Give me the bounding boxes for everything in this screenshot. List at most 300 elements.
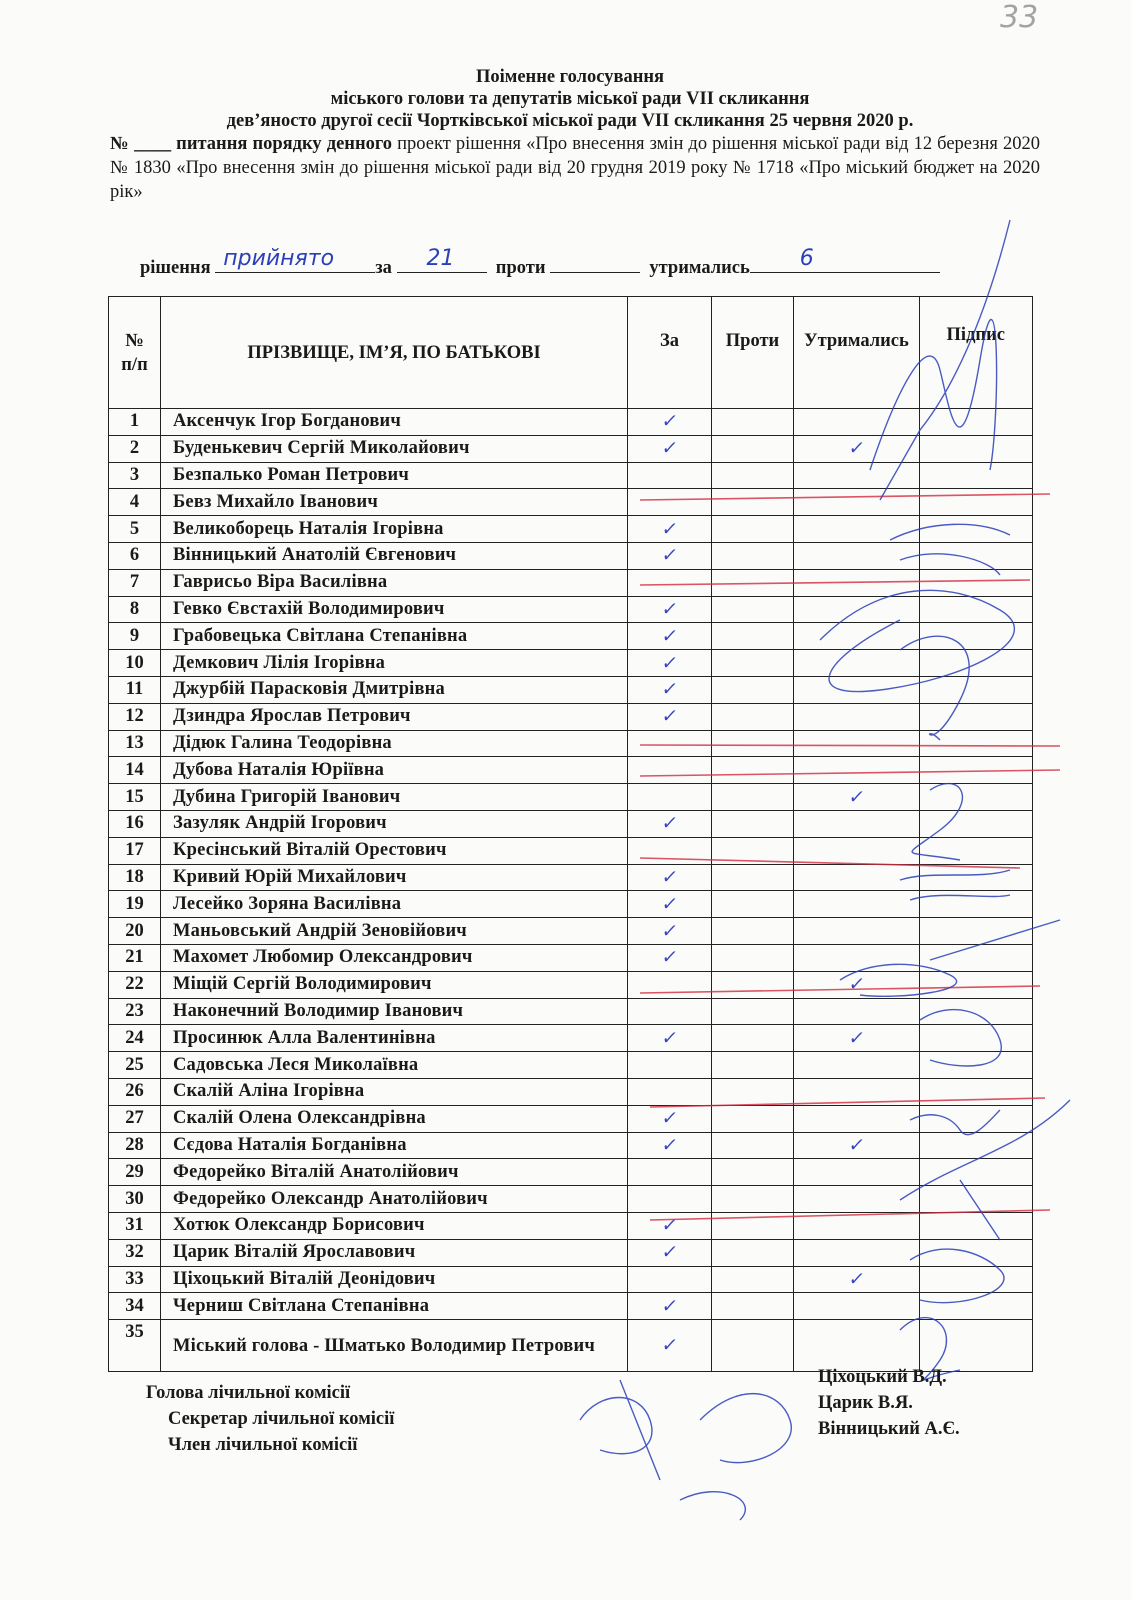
- vote-abstain: [794, 1052, 920, 1079]
- vote-abstain: [794, 703, 920, 730]
- row-number: 23: [109, 998, 161, 1025]
- signature-cell: [919, 784, 1032, 811]
- vote-for: [628, 1186, 712, 1213]
- vote-abstain: [794, 837, 920, 864]
- table-row: [109, 1159, 1033, 1186]
- vote-for: [628, 462, 712, 489]
- vote-for: [628, 435, 712, 462]
- table-body: [109, 409, 1033, 1372]
- deputy-name: Демкович Лілія Ігорівна: [161, 650, 628, 677]
- deputy-name: Садовська Леся Миколаївна: [161, 1052, 628, 1079]
- signature-cell: [919, 1159, 1032, 1186]
- check-mark-icon: ✓: [846, 438, 866, 460]
- voting-table: [108, 296, 1033, 1372]
- header-session: дев’яносто другої сесії Чортківської міської ради VII скликання 25 червня 2020 р.: [226, 111, 914, 131]
- vote-for: [628, 971, 712, 998]
- row-number: 14: [109, 757, 161, 784]
- vote-abstain: [794, 1186, 920, 1213]
- vote-abstain: [794, 596, 920, 623]
- signature-cell: [919, 998, 1032, 1025]
- signature-cell: [919, 1293, 1032, 1320]
- row-number: 22: [109, 971, 161, 998]
- document-header: [100, 66, 1040, 204]
- signature-cell: [919, 1212, 1032, 1239]
- table-row: [109, 1132, 1033, 1159]
- header-title: Поіменне голосування: [475, 67, 665, 87]
- table-row: [109, 409, 1033, 436]
- check-mark-icon: ✓: [659, 1295, 680, 1317]
- vote-for: [628, 516, 712, 543]
- deputy-name: Буденькевич Сергій Миколайович: [161, 435, 628, 462]
- table-row: [109, 435, 1033, 462]
- deputy-name: Гаврисьо Віра Василівна: [161, 569, 628, 596]
- header-num: № п/п: [109, 297, 161, 409]
- vote-for: [628, 891, 712, 918]
- vote-abstain: [794, 1159, 920, 1186]
- table-row: [109, 703, 1033, 730]
- vote-against: [712, 1078, 794, 1105]
- vote-against: [712, 864, 794, 891]
- vote-abstain: [794, 864, 920, 891]
- vote-against: [712, 1105, 794, 1132]
- signature-cell: [919, 1186, 1032, 1213]
- agenda-body: проект рішення «Про внесення змін до рішення міської ради від 12 березня 2020 № 1830 «Про внесення змін до рішення міської ради від 20 грудня 2019 року № 1718 «Про міський бюджет на 2020 рік»: [110, 134, 1040, 202]
- vote-abstain: [794, 623, 920, 650]
- agenda-prefix: № ____ питання порядку денного: [110, 134, 393, 154]
- check-mark-icon: ✓: [659, 679, 680, 701]
- vote-against: [712, 971, 794, 998]
- deputy-name: Дубина Григорій Іванович: [161, 784, 628, 811]
- vote-abstain: [794, 676, 920, 703]
- vote-against: [712, 462, 794, 489]
- deputy-name: Маньовський Андрій Зеновійович: [161, 918, 628, 945]
- signature: [680, 1394, 791, 1520]
- vote-against: [712, 1266, 794, 1293]
- vote-abstain: [794, 1266, 920, 1293]
- row-number: 25: [109, 1052, 161, 1079]
- signature-cell: [919, 1052, 1032, 1079]
- signature-cell: [919, 837, 1032, 864]
- against-count-blank: [550, 250, 640, 273]
- row-number: 11: [109, 676, 161, 703]
- vote-for: [628, 569, 712, 596]
- deputy-name: Федорейко Олександр Анатолійович: [161, 1186, 628, 1213]
- signature-cell: [919, 409, 1032, 436]
- deputy-name: Черниш Світлана Степанівна: [161, 1293, 628, 1320]
- vote-against: [712, 1212, 794, 1239]
- header-name: ПРІЗВИЩЕ, ІМ’Я, ПО БАТЬКОВІ: [161, 297, 628, 409]
- deputy-name: Дідюк Галина Теодорівна: [161, 730, 628, 757]
- vote-abstain: [794, 1239, 920, 1266]
- vote-against: [712, 1159, 794, 1186]
- vote-for: [628, 1132, 712, 1159]
- agenda-text: [100, 132, 1040, 204]
- vote-for: [628, 864, 712, 891]
- table-row: [109, 837, 1033, 864]
- vote-abstain: [794, 650, 920, 677]
- deputy-name: Махомет Любомир Олександрович: [161, 944, 628, 971]
- table-row: [109, 971, 1033, 998]
- signature-cell: [919, 703, 1032, 730]
- check-mark-icon: ✓: [659, 1335, 680, 1357]
- deputy-name: Ціхоцький Віталій Деонідович: [161, 1266, 628, 1293]
- vote-against: [712, 944, 794, 971]
- check-mark-icon: ✓: [659, 893, 680, 915]
- check-mark-icon: ✓: [659, 1027, 680, 1049]
- commission-names: [818, 1364, 960, 1442]
- chair-name: Ціхоцький В.Д.: [818, 1367, 947, 1387]
- vote-against: [712, 1239, 794, 1266]
- deputy-name: Дзиндра Ярослав Петрович: [161, 703, 628, 730]
- deputy-name: Кривий Юрій Михайлович: [161, 864, 628, 891]
- check-mark-icon: ✓: [659, 866, 680, 888]
- table-row: [109, 864, 1033, 891]
- vote-abstain: [794, 784, 920, 811]
- row-number: 28: [109, 1132, 161, 1159]
- row-number: 31: [109, 1212, 161, 1239]
- vote-abstain: [794, 891, 920, 918]
- deputy-name: Кресінський Віталій Орестович: [161, 837, 628, 864]
- table-row: [109, 1052, 1033, 1079]
- row-number: 9: [109, 623, 161, 650]
- vote-for: [628, 837, 712, 864]
- check-mark-icon: ✓: [659, 1242, 680, 1264]
- check-mark-icon: ✓: [846, 1268, 866, 1290]
- row-number: 29: [109, 1159, 161, 1186]
- vote-against: [712, 435, 794, 462]
- vote-abstain: [794, 569, 920, 596]
- secretary-label: Секретар лічильної комісії: [168, 1409, 395, 1429]
- vote-against: [712, 1052, 794, 1079]
- deputy-name: Гевко Євстахій Володимирович: [161, 596, 628, 623]
- vote-abstain: [794, 435, 920, 462]
- vote-abstain: [794, 1132, 920, 1159]
- check-mark-icon: ✓: [659, 1134, 680, 1156]
- deputy-name: Наконечний Володимир Іванович: [161, 998, 628, 1025]
- table-row: [109, 1025, 1033, 1052]
- vote-abstain: [794, 757, 920, 784]
- vote-abstain: [794, 944, 920, 971]
- table-row: [109, 1105, 1033, 1132]
- table-row: [109, 1186, 1033, 1213]
- vote-abstain: [794, 810, 920, 837]
- signature-cell: [919, 891, 1032, 918]
- row-number: 21: [109, 944, 161, 971]
- vote-against: [712, 1132, 794, 1159]
- deputy-name: Федорейко Віталій Анатолійович: [161, 1159, 628, 1186]
- signature-cell: [919, 1078, 1032, 1105]
- table-row: [109, 569, 1033, 596]
- row-number: 8: [109, 596, 161, 623]
- table-row: [109, 757, 1033, 784]
- row-number: 7: [109, 569, 161, 596]
- decision-value: прийнято: [223, 246, 335, 271]
- vote-for: [628, 1239, 712, 1266]
- check-mark-icon: ✓: [846, 786, 866, 808]
- header-for: За: [628, 297, 712, 409]
- vote-for: [628, 730, 712, 757]
- page-number: 33: [1000, 0, 1039, 35]
- check-mark-icon: ✓: [846, 974, 866, 996]
- check-mark-icon: ✓: [846, 1134, 866, 1156]
- vote-for: [628, 409, 712, 436]
- table-row: [109, 810, 1033, 837]
- vote-against: [712, 757, 794, 784]
- row-number: 18: [109, 864, 161, 891]
- check-mark-icon: ✓: [659, 625, 680, 647]
- row-number: 27: [109, 1105, 161, 1132]
- vote-against: [712, 784, 794, 811]
- against-label: проти: [495, 258, 546, 278]
- deputy-name: Безпалько Роман Петрович: [161, 462, 628, 489]
- check-mark-icon: ✓: [659, 920, 680, 942]
- row-number: 4: [109, 489, 161, 516]
- chair-label: Голова лічильної комісії: [146, 1383, 351, 1403]
- signature: [580, 1380, 660, 1480]
- vote-against: [712, 730, 794, 757]
- deputy-name: Лесейко Зоряна Василівна: [161, 891, 628, 918]
- row-number: 33: [109, 1266, 161, 1293]
- signature-cell: [919, 435, 1032, 462]
- vote-for: [628, 1052, 712, 1079]
- for-count: 21: [426, 246, 455, 271]
- vote-against: [712, 1320, 794, 1372]
- vote-abstain: [794, 971, 920, 998]
- deputy-name: Міський голова - Шматько Володимир Петрович: [161, 1320, 628, 1372]
- deputy-name: Дубова Наталія Юріївна: [161, 757, 628, 784]
- table-row: [109, 489, 1033, 516]
- vote-for: [628, 1212, 712, 1239]
- deputy-name: Зазуляк Андрій Ігорович: [161, 810, 628, 837]
- check-mark-icon: ✓: [659, 598, 680, 620]
- deputy-name: Грабовецька Світлана Степанівна: [161, 623, 628, 650]
- row-number: 3: [109, 462, 161, 489]
- check-mark-icon: ✓: [659, 411, 680, 433]
- signature-cell: [919, 623, 1032, 650]
- vote-against: [712, 650, 794, 677]
- vote-against: [712, 998, 794, 1025]
- signature-cell: [919, 1132, 1032, 1159]
- vote-against: [712, 837, 794, 864]
- row-number: 5: [109, 516, 161, 543]
- deputy-name: Сєдова Наталія Богданівна: [161, 1132, 628, 1159]
- vote-against: [712, 1293, 794, 1320]
- row-number: 34: [109, 1293, 161, 1320]
- row-number: 26: [109, 1078, 161, 1105]
- row-number: 1: [109, 409, 161, 436]
- row-number: 20: [109, 918, 161, 945]
- vote-abstain: [794, 918, 920, 945]
- vote-for: [628, 757, 712, 784]
- vote-against: [712, 596, 794, 623]
- vote-for: [628, 1320, 712, 1372]
- row-number: 35: [109, 1320, 161, 1372]
- check-mark-icon: ✓: [659, 813, 680, 835]
- member-name: Вінницький А.Є.: [818, 1419, 960, 1439]
- table-row: [109, 784, 1033, 811]
- vote-abstain: [794, 462, 920, 489]
- vote-against: [712, 489, 794, 516]
- header-abstain: Утримались: [794, 297, 920, 409]
- deputy-name: Просинюк Алла Валентинівна: [161, 1025, 628, 1052]
- for-label: за: [375, 258, 392, 278]
- table-row: [109, 730, 1033, 757]
- vote-for: [628, 596, 712, 623]
- signature-cell: [919, 1239, 1032, 1266]
- row-number: 32: [109, 1239, 161, 1266]
- vote-abstain: [794, 1212, 920, 1239]
- check-mark-icon: ✓: [846, 1027, 866, 1049]
- vote-for: [628, 489, 712, 516]
- table-row: [109, 1293, 1033, 1320]
- vote-against: [712, 810, 794, 837]
- signature-cell: [919, 918, 1032, 945]
- table-row: [109, 650, 1033, 677]
- vote-against: [712, 409, 794, 436]
- signature-cell: [919, 864, 1032, 891]
- row-number: 30: [109, 1186, 161, 1213]
- check-mark-icon: ✓: [659, 438, 680, 460]
- vote-against: [712, 623, 794, 650]
- vote-abstain: [794, 542, 920, 569]
- check-mark-icon: ✓: [659, 947, 680, 969]
- vote-for: [628, 1159, 712, 1186]
- vote-for: [628, 810, 712, 837]
- signature-cell: [919, 757, 1032, 784]
- signature-cell: [919, 730, 1032, 757]
- row-number: 17: [109, 837, 161, 864]
- for-count-blank: [397, 246, 487, 273]
- table-row: [109, 891, 1033, 918]
- vote-against: [712, 542, 794, 569]
- signature-cell: [919, 676, 1032, 703]
- vote-for: [628, 1105, 712, 1132]
- vote-abstain: [794, 730, 920, 757]
- check-mark-icon: ✓: [659, 1215, 680, 1237]
- deputy-name: Царик Віталій Ярославович: [161, 1239, 628, 1266]
- check-mark-icon: ✓: [659, 706, 680, 728]
- header-against: Проти: [712, 297, 794, 409]
- vote-against: [712, 516, 794, 543]
- vote-against: [712, 1186, 794, 1213]
- vote-for: [628, 1266, 712, 1293]
- table-row: [109, 596, 1033, 623]
- table-row: [109, 623, 1033, 650]
- table-row: [109, 676, 1033, 703]
- table-row: [109, 542, 1033, 569]
- vote-for: [628, 784, 712, 811]
- vote-for: [628, 944, 712, 971]
- row-number: 10: [109, 650, 161, 677]
- abstained-count-blank: [750, 246, 940, 273]
- signature-cell: [919, 596, 1032, 623]
- table-row: [109, 998, 1033, 1025]
- deputy-name: Скалій Олена Олександрівна: [161, 1105, 628, 1132]
- table-row: [109, 516, 1033, 543]
- check-mark-icon: ✓: [659, 545, 680, 567]
- row-number: 24: [109, 1025, 161, 1052]
- signature-cell: [919, 1266, 1032, 1293]
- deputy-name: Великоборець Наталія Ігорівна: [161, 516, 628, 543]
- vote-abstain: [794, 1293, 920, 1320]
- vote-for: [628, 998, 712, 1025]
- vote-for: [628, 703, 712, 730]
- row-number: 19: [109, 891, 161, 918]
- vote-against: [712, 891, 794, 918]
- table-row: [109, 1239, 1033, 1266]
- check-mark-icon: ✓: [659, 1108, 680, 1130]
- row-number: 13: [109, 730, 161, 757]
- header-signature: Підпис: [919, 297, 1032, 409]
- deputy-name: Джурбій Парасковія Дмитрівна: [161, 676, 628, 703]
- signature-cell: [919, 810, 1032, 837]
- table-row: [109, 1078, 1033, 1105]
- signature-cell: [919, 569, 1032, 596]
- row-number: 16: [109, 810, 161, 837]
- vote-for: [628, 918, 712, 945]
- vote-for: [628, 1078, 712, 1105]
- vote-against: [712, 569, 794, 596]
- vote-abstain: [794, 409, 920, 436]
- table-row: [109, 462, 1033, 489]
- vote-abstain: [794, 1078, 920, 1105]
- table-row: [109, 1266, 1033, 1293]
- deputy-name: Хотюк Олександр Борисович: [161, 1212, 628, 1239]
- row-number: 2: [109, 435, 161, 462]
- check-mark-icon: ✓: [659, 518, 680, 540]
- commission-labels: [146, 1380, 394, 1458]
- decision-line: [140, 246, 1020, 279]
- row-number: 15: [109, 784, 161, 811]
- signature-cell: [919, 971, 1032, 998]
- signature-cell: [919, 462, 1032, 489]
- vote-against: [712, 676, 794, 703]
- table-row: [109, 944, 1033, 971]
- vote-against: [712, 703, 794, 730]
- decision-label: рішення: [140, 258, 211, 278]
- vote-abstain: [794, 1025, 920, 1052]
- row-number: 6: [109, 542, 161, 569]
- deputy-name: Бевз Михайло Іванович: [161, 489, 628, 516]
- member-label: Член лічильної комісії: [168, 1435, 358, 1455]
- deputy-name: Аксенчук Ігор Богданович: [161, 409, 628, 436]
- vote-for: [628, 542, 712, 569]
- vote-for: [628, 650, 712, 677]
- vote-for: [628, 623, 712, 650]
- vote-abstain: [794, 998, 920, 1025]
- vote-abstain: [794, 1105, 920, 1132]
- signature-cell: [919, 1105, 1032, 1132]
- decision-value-blank: [215, 246, 375, 273]
- header-subtitle: міського голови та депутатів міської ради VII скликання: [330, 89, 810, 109]
- signature-cell: [919, 489, 1032, 516]
- deputy-name: Міщій Сергій Володимирович: [161, 971, 628, 998]
- vote-against: [712, 918, 794, 945]
- vote-for: [628, 1293, 712, 1320]
- table-row: [109, 1212, 1033, 1239]
- check-mark-icon: ✓: [659, 652, 680, 674]
- vote-against: [712, 1025, 794, 1052]
- abstained-label: утримались: [649, 258, 750, 278]
- signature-cell: [919, 542, 1032, 569]
- row-number: 12: [109, 703, 161, 730]
- deputy-name: Вінницький Анатолій Євгенович: [161, 542, 628, 569]
- table-row: [109, 918, 1033, 945]
- vote-for: [628, 676, 712, 703]
- deputy-name: Скалій Аліна Ігорівна: [161, 1078, 628, 1105]
- vote-abstain: [794, 489, 920, 516]
- signature-cell: [919, 944, 1032, 971]
